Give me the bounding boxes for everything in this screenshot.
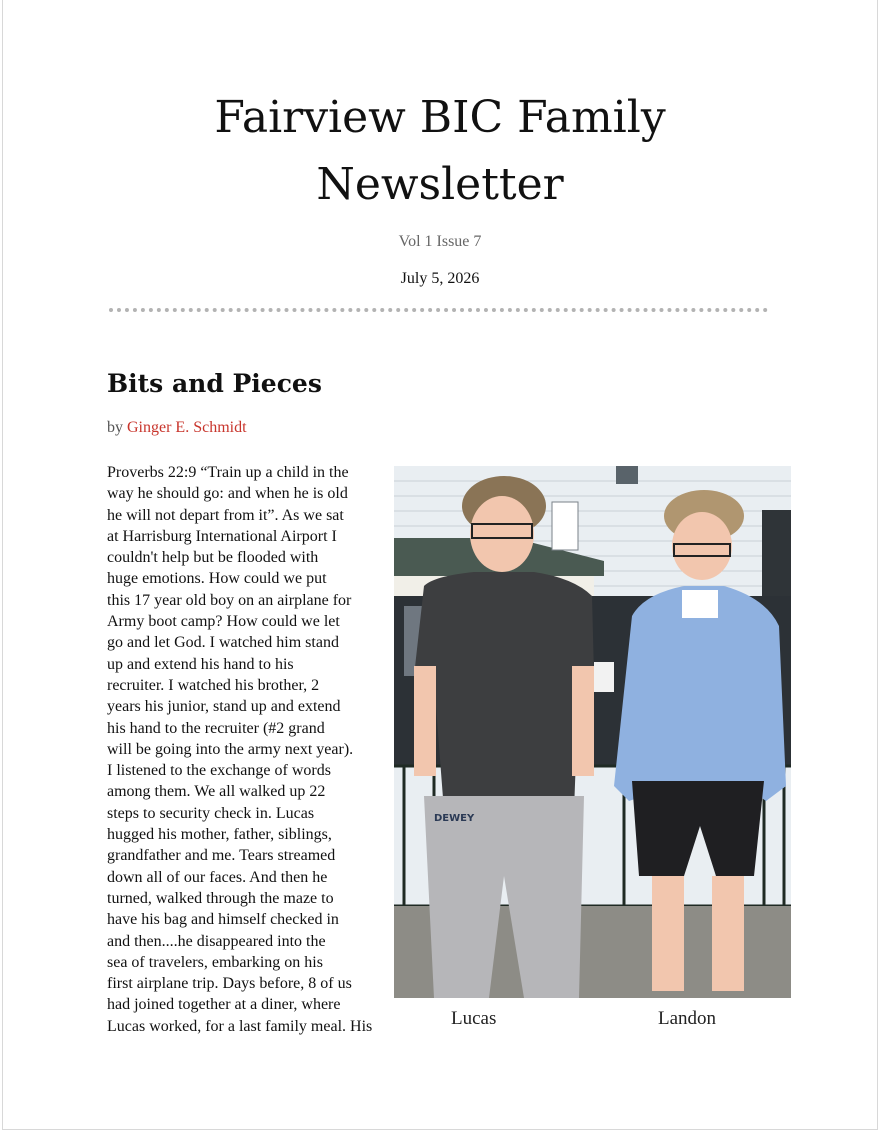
body-line: grandfather and me. Tears streamed <box>107 847 336 865</box>
body-line: years his junior, stand up and extend <box>107 698 341 716</box>
volume-issue: Vol 1 Issue 7 <box>398 233 482 250</box>
body-line: Proverbs 22:9 “Train up a child in the <box>107 464 349 481</box>
body-line: hugged his mother, father, siblings, <box>107 826 332 844</box>
body-line: couldn't help but be flooded with <box>107 549 319 567</box>
body-line: have his bag and himself checked in <box>107 911 339 929</box>
body-line: down all of our faces. And then he <box>107 868 328 886</box>
body-line: he will not depart from it”. As we sat <box>107 506 344 524</box>
byline-prefix: by <box>107 419 123 436</box>
issue-date: July 5, 2026 <box>400 270 480 287</box>
shirt-text: DEWEY <box>434 813 475 824</box>
body-line: I listened to the exchange of words <box>107 762 331 780</box>
article-heading: Bits and Pieces <box>107 369 322 398</box>
article-body <box>107 462 407 1037</box>
body-line: this 17 year old boy on an airplane for <box>107 591 352 609</box>
body-line: up and extend his hand to his <box>107 655 294 673</box>
body-line: his hand to the recruiter (#2 grand <box>107 719 325 737</box>
body-line: will be going into the army next year). <box>107 740 354 758</box>
title-line-1: Fairview BIC Family <box>214 92 666 143</box>
body-line: Lucas worked, for a last family meal. His <box>107 1017 373 1035</box>
body-line: way he should go: and when he is old <box>107 485 348 503</box>
byline <box>107 419 247 437</box>
body-line: turned, walked through the maze to <box>107 889 334 907</box>
title-line-2: Newsletter <box>316 159 564 210</box>
body-line: steps to security check in. Lucas <box>107 804 315 822</box>
body-line: first airplane trip. Days before, 8 of us <box>107 975 352 993</box>
body-line: recruiter. I watched his brother, 2 <box>107 676 320 694</box>
body-line: go and let God. I watched him stand <box>107 634 339 652</box>
body-line: huge emotions. How could we put <box>107 570 327 588</box>
body-line: and then....he disappeared into the <box>107 932 326 950</box>
body-line: sea of travelers, embarking on his <box>107 953 323 971</box>
author-link[interactable]: Ginger E. Schmidt <box>127 419 247 436</box>
dotted-divider <box>109 308 768 312</box>
photo-lucas-and-landon <box>394 466 791 998</box>
body-line: among them. We all walked up 22 <box>107 783 326 801</box>
body-line: had joined together at a diner, where <box>107 996 341 1014</box>
caption-landon: Landon <box>658 1008 717 1029</box>
newsletter-title <box>0 84 880 218</box>
caption-lucas: Lucas <box>451 1008 497 1029</box>
body-line: Army boot camp? How could we let <box>107 613 340 631</box>
body-line: at Harrisburg International Airport I <box>107 527 337 545</box>
